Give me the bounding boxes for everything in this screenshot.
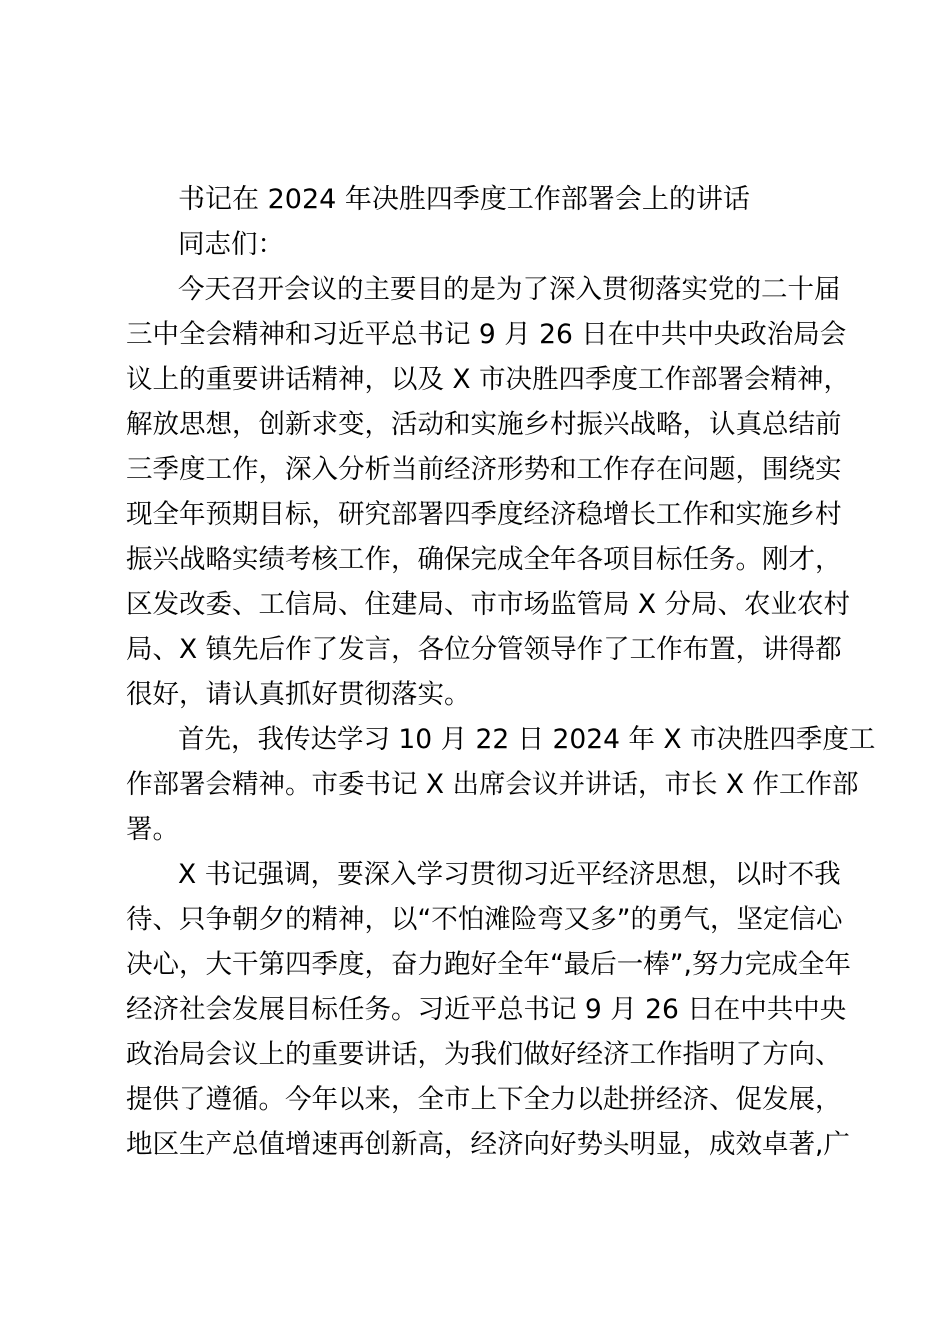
body-line: 待、只争朝夕的精神，以“不怕滩险弯又多”的勇气，坚定信心: [126, 904, 843, 935]
body-line: 议上的重要讲话精神，以及 X 市决胜四季度工作部署会精神，: [126, 364, 851, 395]
body-line: 决心，大干第四季度，奋力跑好全年“最后一棒”,努力完成全年: [126, 949, 851, 980]
body-line: 今天召开会议的主要目的是为了深入贯彻落实党的二十届: [178, 274, 841, 305]
body-line: 现全年预期目标，研究部署四季度经济稳增长工作和实施乡村: [126, 499, 842, 530]
body-line: 三季度工作，深入分析当前经济形势和工作存在问题，围绕实: [126, 454, 842, 485]
body-line: 署。: [126, 814, 179, 845]
document-title: 书记在 2024 年决胜四季度工作部署会上的讲话: [178, 184, 750, 215]
body-line: 作部署会精神。市委书记 X 出席会议并讲话，市长 X 作工作部: [126, 769, 859, 800]
body-line: 很好，请认真抓好贯彻落实。: [126, 679, 471, 710]
body-line: 振兴战略实绩考核工作，确保完成全年各项目标任务。刚才，: [126, 544, 842, 575]
body-line: 经济社会发展目标任务。习近平总书记 9 月 26 日在中共中央: [126, 994, 847, 1025]
body-line: 提供了遵循。今年以来，全市上下全力以赴拼经济、促发展，: [126, 1084, 842, 1115]
body-line: 地区生产总值增速再创新高，经济向好势头明显，成效卓著,广: [126, 1129, 850, 1160]
body-line: 政治局会议上的重要讲话，为我们做好经济工作指明了方向、: [126, 1039, 842, 1070]
body-line: 局、X 镇先后作了发言，各位分管领导作了工作布置，讲得都: [126, 634, 842, 665]
body-line: X 书记强调，要深入学习贯彻习近平经济思想，以时不我: [178, 859, 841, 890]
body-line: 首先，我传达学习 10 月 22 日 2024 年 X 市决胜四季度工: [178, 724, 876, 755]
salutation: 同志们：: [178, 229, 284, 260]
body-line: 区发改委、工信局、住建局、市市场监管局 X 分局、农业农村: [126, 589, 851, 620]
body-line: 解放思想，创新求变，活动和实施乡村振兴战略，认真总结前: [126, 409, 842, 440]
body-line: 三中全会精神和习近平总书记 9 月 26 日在中共中央政治局会: [126, 319, 847, 350]
